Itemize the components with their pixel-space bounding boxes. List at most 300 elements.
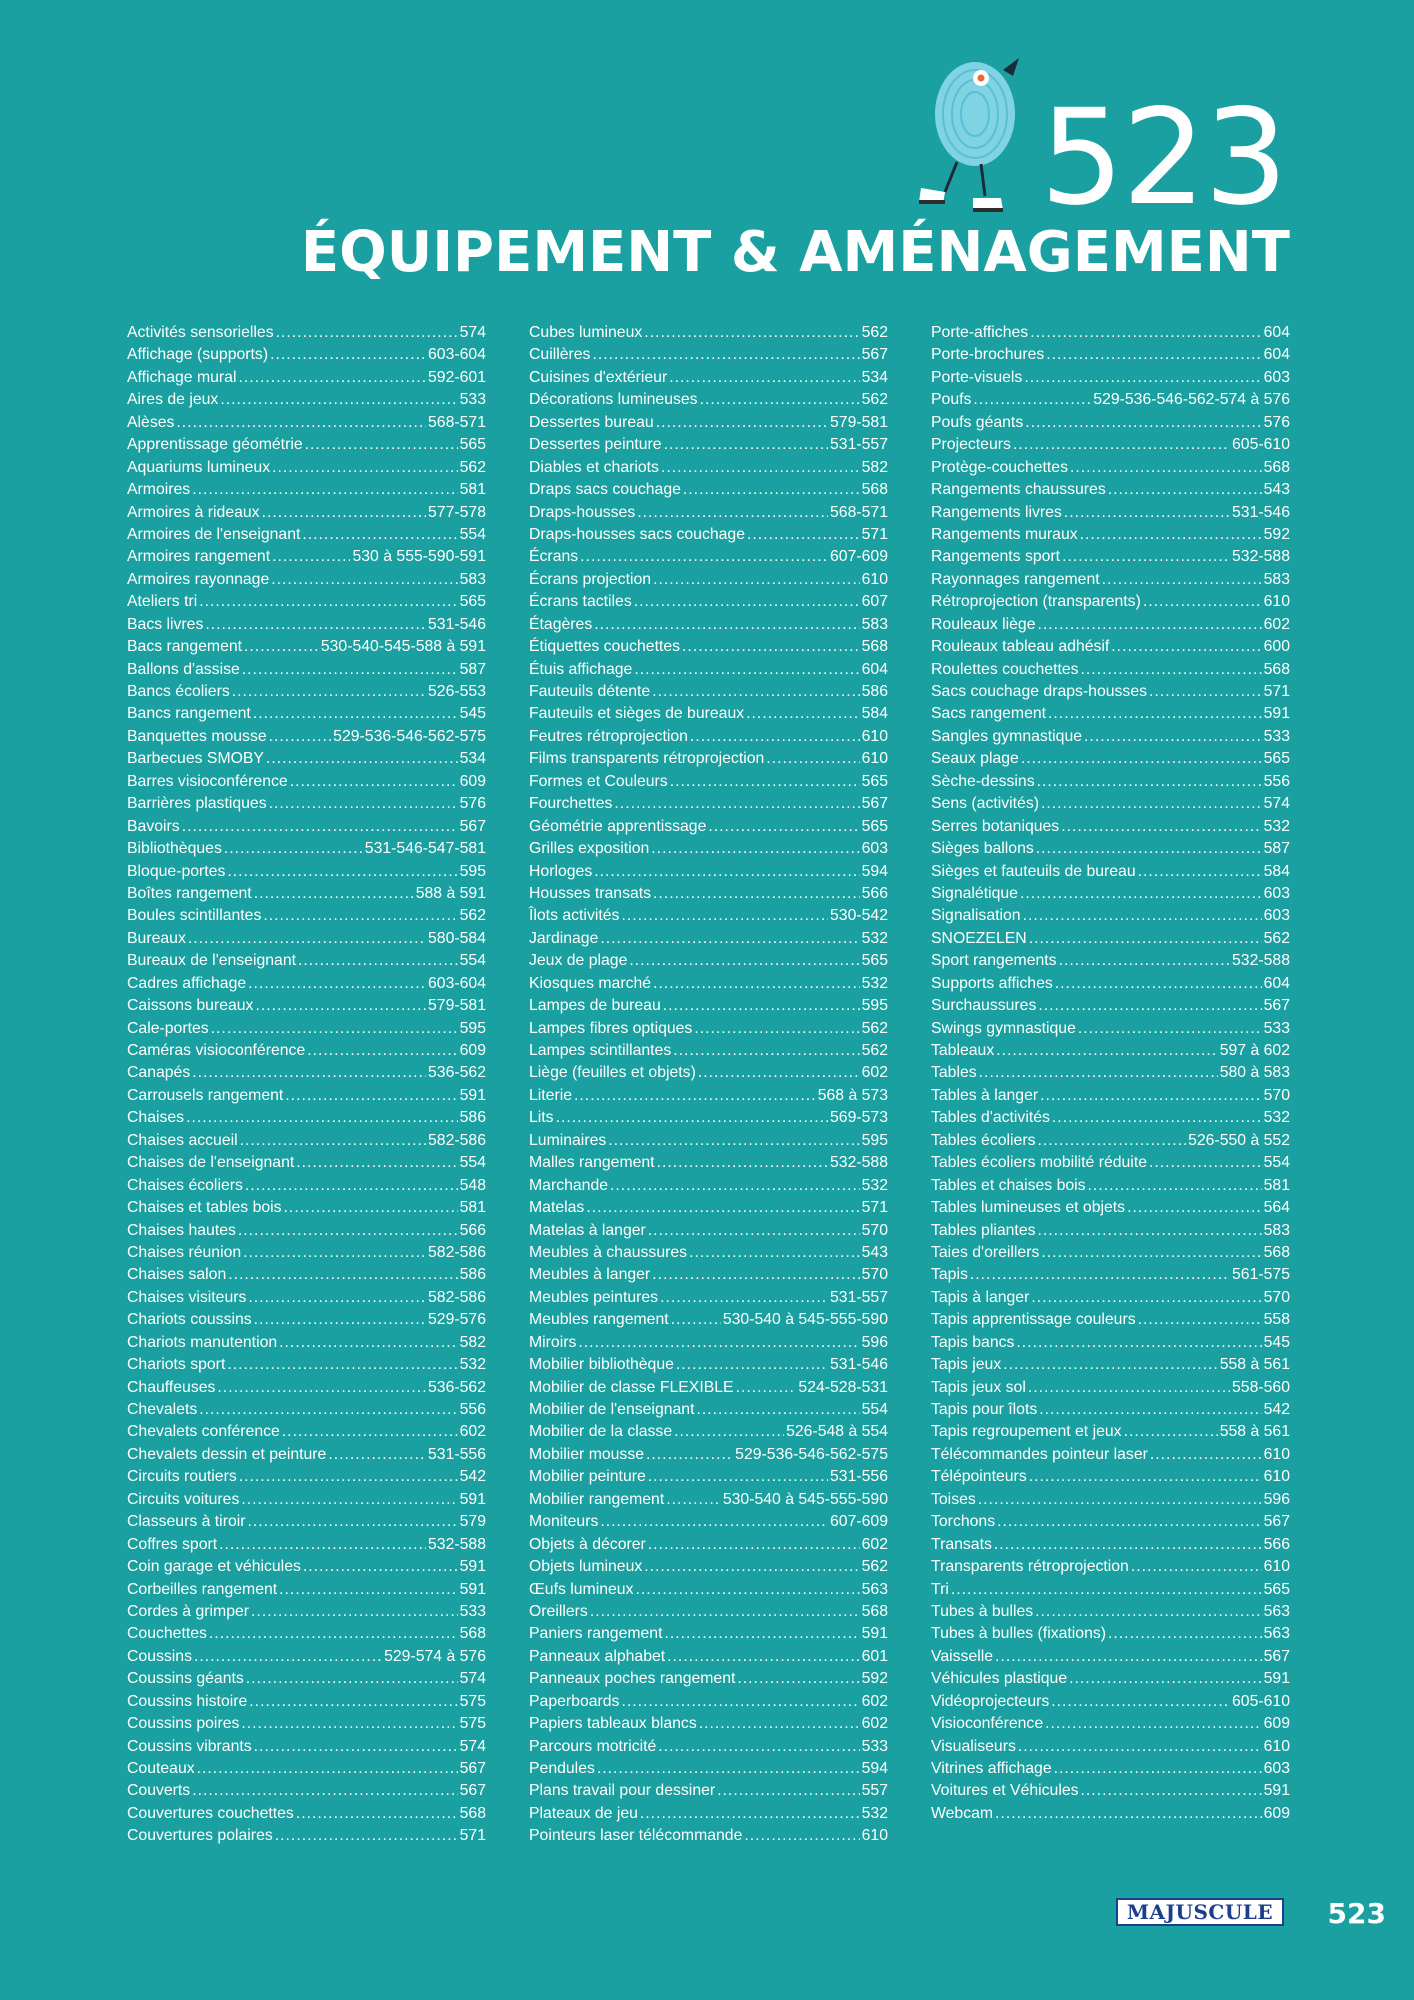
index-term: Cale-portes: [127, 1019, 209, 1037]
index-term: Géométrie apprentissage: [529, 817, 707, 835]
index-entry: [529, 703, 888, 725]
index-term: Tubes à bulles (fixations): [931, 1625, 1107, 1643]
index-entry: [931, 1107, 1290, 1129]
index-entry: [931, 1780, 1290, 1802]
index-column-2: [529, 322, 888, 1848]
index-term: Diables et chariots: [529, 458, 659, 476]
index-entry: [127, 1197, 486, 1219]
index-entry: [529, 950, 888, 972]
index-pages: 530-540 à 545-555-590: [722, 1490, 888, 1508]
dot-leader: [1030, 322, 1261, 344]
index-entry: [529, 412, 888, 434]
index-term: Tables et chaises bois: [931, 1176, 1086, 1194]
index-pages: 575: [459, 1715, 486, 1733]
index-pages: 583: [1263, 570, 1290, 588]
index-pages: 558 à 561: [1219, 1423, 1290, 1441]
index-entry: [931, 344, 1290, 366]
index-entry: [127, 322, 486, 344]
index-entry: [127, 1601, 486, 1623]
index-term: Coussins vibrants: [127, 1737, 252, 1755]
index-term: Étuis affichage: [529, 660, 633, 678]
dot-leader: [1078, 1018, 1262, 1040]
dot-leader: [586, 1197, 859, 1219]
index-entry: [529, 502, 888, 524]
index-pages: 580-584: [428, 929, 486, 947]
index-pages: 602: [861, 1064, 888, 1082]
index-pages: 554: [459, 952, 486, 970]
index-pages: 581: [459, 1199, 486, 1217]
dot-leader: [217, 1377, 426, 1399]
index-pages: 579-581: [428, 997, 486, 1015]
dot-leader: [608, 1130, 859, 1152]
index-entry: [529, 1780, 888, 1802]
index-entry: [529, 1466, 888, 1488]
index-pages: 584: [861, 705, 888, 723]
dot-leader: [652, 681, 859, 703]
dot-leader: [766, 748, 859, 770]
index-entry: [127, 1534, 486, 1556]
dot-leader: [307, 1040, 457, 1062]
index-term: Chaises réunion: [127, 1243, 242, 1261]
index-term: Circuits voitures: [127, 1490, 240, 1508]
index-pages: 591: [1263, 1782, 1290, 1800]
index-term: Serres botaniques: [931, 817, 1060, 835]
index-term: Tapis jeux: [931, 1356, 1002, 1374]
index-pages: 529-536-546-562-575: [735, 1445, 888, 1463]
index-term: Coffres sport: [127, 1535, 218, 1553]
dot-leader: [597, 1758, 860, 1780]
index-pages: 602: [861, 1692, 888, 1710]
index-pages: 587: [1263, 840, 1290, 858]
index-entry: [127, 1332, 486, 1354]
index-entry: [931, 479, 1290, 501]
index-pages: 568: [459, 1804, 486, 1822]
index-term: Fauteuils détente: [529, 683, 651, 700]
dot-leader: [696, 1399, 859, 1421]
section-title: ÉQUIPEMENT & AMÉNAGEMENT: [300, 220, 1290, 285]
index-term: Télépointeurs: [931, 1468, 1027, 1486]
index-entry: [931, 1287, 1290, 1309]
dot-leader: [197, 1758, 458, 1780]
index-entry: [931, 1579, 1290, 1601]
index-term: Bureaux: [127, 929, 186, 947]
index-pages: 529-536-546-562-574 à 576: [1093, 391, 1290, 409]
index-term: Liège (feuilles et objets): [529, 1064, 696, 1082]
index-term: Tables: [931, 1064, 977, 1082]
index-term: Kiosques marché: [529, 974, 652, 992]
dot-leader: [621, 905, 828, 927]
dot-leader: [669, 367, 859, 389]
dot-leader: [690, 726, 860, 748]
dot-leader: [275, 1825, 458, 1847]
index-term: Chaises de l'enseignant: [127, 1154, 295, 1172]
dot-leader: [1150, 1444, 1262, 1466]
index-term: Swings gymnastique: [931, 1019, 1076, 1037]
index-pages: 588 à 591: [415, 884, 486, 902]
index-term: Draps-housses: [529, 503, 636, 521]
index-pages: 533: [1263, 727, 1290, 745]
index-term: Literie: [529, 1086, 573, 1104]
index-entry: [931, 1040, 1290, 1062]
index-pages: 558-560: [1232, 1378, 1290, 1396]
index-pages: 532: [861, 1176, 888, 1194]
index-pages: 558: [1263, 1311, 1290, 1329]
dot-leader: [737, 1668, 859, 1690]
index-term: Corbeilles rangement: [127, 1580, 278, 1598]
index-pages: 568: [861, 481, 888, 499]
index-term: Matelas à langer: [529, 1221, 646, 1239]
dot-leader: [1080, 524, 1262, 546]
index-pages: 532: [861, 974, 888, 992]
index-term: Tapis apprentissage couleurs: [931, 1311, 1136, 1329]
index-entry: [529, 1377, 888, 1399]
index-entry: [127, 1736, 486, 1758]
dot-leader: [1028, 1377, 1230, 1399]
index-term: Objets lumineux: [529, 1558, 643, 1576]
index-pages: 533: [459, 1602, 486, 1620]
index-term: Fauteuils et sièges de bureaux: [529, 705, 745, 723]
dot-leader: [1038, 995, 1261, 1017]
index-term: Poufs géants: [931, 413, 1024, 431]
index-term: Objets à décorer: [529, 1535, 646, 1553]
index-term: Sport rangements: [931, 952, 1057, 970]
index-entry: [529, 1421, 888, 1443]
dot-leader: [1061, 816, 1261, 838]
index-entry: [931, 726, 1290, 748]
index-entry: [127, 1466, 486, 1488]
dot-leader: [674, 1421, 784, 1443]
dot-leader: [305, 434, 458, 456]
index-entry: [931, 816, 1290, 838]
index-term: Télécommandes pointeur laser: [931, 1445, 1148, 1463]
index-pages: 595: [861, 1131, 888, 1149]
index-entry: [529, 367, 888, 389]
index-term: Lits: [529, 1109, 554, 1127]
dot-leader: [708, 816, 859, 838]
dot-leader: [194, 1646, 382, 1668]
dot-leader: [192, 1062, 426, 1084]
index-term: Couvertures couchettes: [127, 1804, 294, 1822]
index-entry: [931, 905, 1290, 927]
index-term: Pendules: [529, 1760, 595, 1777]
dot-leader: [279, 1332, 457, 1354]
index-pages: 583: [1263, 1221, 1290, 1239]
index-pages: 602: [459, 1423, 486, 1441]
dot-leader: [176, 412, 426, 434]
index-pages: 530-542: [830, 907, 888, 925]
index-pages: 603: [861, 840, 888, 858]
dot-leader: [1016, 1332, 1261, 1354]
index-pages: 591: [459, 1490, 486, 1508]
index-entry: [529, 1085, 888, 1107]
dot-leader: [676, 1354, 828, 1376]
index-entry: [127, 1646, 486, 1668]
index-term: Œufs lumineux: [529, 1580, 634, 1598]
index-pages: 607: [861, 593, 888, 611]
dot-leader: [1021, 748, 1262, 770]
dot-leader: [224, 838, 363, 860]
index-term: Ballons d'assise: [127, 660, 240, 678]
index-entry: [931, 1264, 1290, 1286]
index-entry: [529, 1130, 888, 1152]
dot-leader: [303, 1556, 458, 1578]
index-entry: [127, 973, 486, 995]
index-entry: [931, 367, 1290, 389]
dot-leader: [660, 1287, 828, 1309]
index-entry: [931, 502, 1290, 524]
dot-leader: [1013, 434, 1230, 456]
index-pages: 601: [861, 1647, 888, 1665]
index-entry: [127, 367, 486, 389]
dot-leader: [254, 1309, 426, 1331]
index-entry: [529, 1242, 888, 1264]
index-pages: 526-550 à 552: [1188, 1131, 1290, 1149]
index-pages: 531-557: [830, 1288, 888, 1306]
index-term: Tapis à langer: [931, 1288, 1030, 1306]
index-pages: 532: [861, 929, 888, 947]
dot-leader: [1024, 367, 1261, 389]
index-pages: 602: [861, 1715, 888, 1733]
dot-leader: [253, 703, 458, 725]
index-entry: [529, 1758, 888, 1780]
mascot-illustration: [915, 52, 1020, 217]
index-pages: 530-540 à 545-555-590: [722, 1311, 888, 1329]
index-entry: [931, 1668, 1290, 1690]
index-pages: 565: [861, 952, 888, 970]
index-entry: [127, 1399, 486, 1421]
dot-leader: [263, 905, 457, 927]
dot-leader: [634, 591, 860, 613]
index-term: Rangements sport: [931, 548, 1061, 566]
index-term: Chaises écoliers: [127, 1176, 243, 1194]
index-entry: [931, 1130, 1290, 1152]
dot-leader: [1064, 502, 1230, 524]
index-term: Bavoirs: [127, 817, 180, 835]
index-entry: [127, 1062, 486, 1084]
index-pages: 587: [459, 660, 486, 678]
index-entry: [529, 838, 888, 860]
index-entry: [529, 569, 888, 591]
index-term: Bacs livres: [127, 615, 204, 633]
dot-leader: [328, 1444, 426, 1466]
index-term: Taies d'oreillers: [931, 1243, 1040, 1261]
index-entry: [127, 1444, 486, 1466]
index-pages: 531-546: [1232, 503, 1290, 521]
dot-leader: [228, 1264, 457, 1286]
dot-leader: [1041, 793, 1262, 815]
index-term: Meubles peintures: [529, 1288, 659, 1306]
dot-leader: [270, 344, 426, 366]
index-pages: 595: [861, 997, 888, 1015]
dot-leader: [594, 861, 859, 883]
index-pages: 524-528-531: [798, 1378, 888, 1396]
dot-leader: [997, 1511, 1262, 1533]
index-pages: 542: [459, 1468, 486, 1486]
dot-leader: [220, 389, 457, 411]
index-entry: [529, 1107, 888, 1129]
index-entry: [529, 1399, 888, 1421]
index-entry: [529, 748, 888, 770]
index-term: Fourchettes: [529, 795, 613, 813]
index-pages: 582: [861, 458, 888, 476]
index-entry: [931, 771, 1290, 793]
dot-leader: [694, 1018, 859, 1040]
index-pages: 591: [1263, 705, 1290, 723]
index-term: Webcam: [931, 1804, 994, 1822]
index-entry: [931, 995, 1290, 1017]
index-term: Tables à langer: [931, 1086, 1039, 1104]
dot-leader: [578, 1332, 859, 1354]
index-term: Rouleaux liège: [931, 615, 1036, 633]
index-term: Rangements muraux: [931, 525, 1078, 543]
index-term: Seaux plage: [931, 750, 1019, 768]
index-term: Roulettes couchettes: [931, 660, 1079, 678]
index-pages: 530-540-545-588 à 591: [320, 638, 486, 656]
index-pages: 542: [1263, 1401, 1290, 1418]
dot-leader: [1138, 1309, 1262, 1331]
index-entry: [931, 1085, 1290, 1107]
dot-leader: [1036, 838, 1262, 860]
dot-leader: [614, 793, 859, 815]
dot-leader: [219, 1534, 426, 1556]
dot-leader: [266, 748, 458, 770]
dot-leader: [635, 1579, 859, 1601]
dot-leader: [269, 726, 332, 748]
index-entry: [529, 1197, 888, 1219]
index-term: Sièges et fauteuils de bureau: [931, 862, 1136, 880]
index-term: Caméras visioconférence: [127, 1042, 306, 1059]
bird-leg: [945, 162, 957, 192]
dot-leader: [629, 950, 859, 972]
index-entry: [529, 1332, 888, 1354]
index-term: SNOEZELEN: [931, 929, 1027, 947]
index-term: Cadres affichage: [127, 974, 247, 992]
index-entry: [127, 905, 486, 927]
index-term: Armoires rayonnage: [127, 570, 270, 588]
index-entry: [931, 1511, 1290, 1533]
index-term: Grilles exposition: [529, 840, 650, 858]
dot-leader: [271, 569, 457, 591]
dot-leader: [689, 1242, 860, 1264]
index-entry: [529, 1018, 888, 1040]
index-entry: [127, 1018, 486, 1040]
index-entry: [127, 726, 486, 748]
index-pages: 610: [1263, 1445, 1290, 1463]
index-entry: [529, 434, 888, 456]
index-entry: [931, 1736, 1290, 1758]
index-term: Activités sensorielles: [127, 324, 274, 341]
index-entry: [529, 1736, 888, 1758]
index-term: Bureaux de l'enseignant: [127, 952, 297, 970]
dot-leader: [664, 434, 828, 456]
index-term: Paperboards: [529, 1692, 620, 1710]
index-term: Écrans projection: [529, 570, 652, 588]
index-entry: [529, 1152, 888, 1174]
index-term: Armoires de l'enseignant: [127, 525, 301, 543]
index-pages: 568 à 573: [817, 1086, 888, 1104]
index-pages: 562: [861, 1042, 888, 1059]
index-entry: [529, 614, 888, 636]
dot-leader: [211, 1018, 458, 1040]
index-term: Étiquettes couchettes: [529, 638, 681, 656]
index-term: Lampes scintillantes: [529, 1042, 672, 1059]
index-pages: 574: [459, 1737, 486, 1755]
index-pages: 545: [459, 705, 486, 723]
index-term: Surchaussures: [931, 997, 1037, 1015]
index-term: Torchons: [931, 1513, 996, 1531]
index-entry: [529, 636, 888, 658]
index-entry: [931, 1466, 1290, 1488]
index-entry: [127, 636, 486, 658]
index-pages: 603: [1263, 368, 1290, 386]
index-pages: 567: [459, 1760, 486, 1777]
dot-leader: [658, 1736, 859, 1758]
index-pages: 570: [861, 1221, 888, 1239]
index-pages: 567: [459, 817, 486, 835]
index-entry: [529, 524, 888, 546]
page-number: 523: [1327, 1897, 1386, 1930]
index-term: Transparents rétroprojection: [931, 1558, 1129, 1576]
index-term: Tapis regroupement et jeux: [931, 1423, 1122, 1441]
dot-leader: [666, 1489, 721, 1511]
dot-leader: [188, 928, 426, 950]
index-term: Toises: [931, 1490, 976, 1508]
index-pages: 591: [1263, 1670, 1290, 1688]
index-entry: [127, 1579, 486, 1601]
index-term: Apprentissage géométrie: [127, 436, 303, 454]
index-term: Meubles rangement: [529, 1311, 669, 1329]
dot-leader: [1029, 1466, 1262, 1488]
dot-leader: [1143, 591, 1262, 613]
index-pages: 582-586: [428, 1288, 486, 1306]
index-entry: [529, 659, 888, 681]
index-pages: 565: [1263, 1580, 1290, 1598]
index-entry: [127, 838, 486, 860]
index-term: Vidéoprojecteurs: [931, 1692, 1050, 1710]
index-pages: 536-562: [428, 1378, 486, 1396]
index-entry: [529, 928, 888, 950]
index-pages: 554: [861, 1401, 888, 1418]
index-term: Protège-couchettes: [931, 458, 1068, 476]
index-term: Sacs couchage draps-housses: [931, 683, 1148, 700]
index-pages: 530 à 555-590-591: [352, 548, 486, 566]
index-pages: 563: [1263, 1625, 1290, 1643]
index-entry: [529, 1175, 888, 1197]
index-pages: 610: [1263, 1737, 1290, 1755]
index-pages: 579: [459, 1513, 486, 1531]
index-entry: [127, 1040, 486, 1062]
dot-leader: [717, 1780, 859, 1802]
index-pages: 592-601: [428, 368, 486, 386]
index-entry: [127, 1758, 486, 1780]
index-entry: [127, 1085, 486, 1107]
dot-leader: [1108, 479, 1262, 501]
index-term: Bacs rangement: [127, 638, 243, 656]
index-entry: [127, 1354, 486, 1376]
index-entry: [529, 1601, 888, 1623]
index-entry: [529, 591, 888, 613]
index-term: Lampes de bureau: [529, 997, 661, 1015]
index-entry: [931, 928, 1290, 950]
index-pages: 566: [459, 1221, 486, 1239]
dot-leader: [1052, 1107, 1262, 1129]
index-pages: 570: [1263, 1288, 1290, 1306]
index-term: Marchande: [529, 1176, 609, 1194]
index-pages: 562: [1263, 929, 1290, 947]
index-pages: 567: [459, 1782, 486, 1800]
index-pages: 591: [459, 1558, 486, 1576]
index-entry: [529, 1556, 888, 1578]
